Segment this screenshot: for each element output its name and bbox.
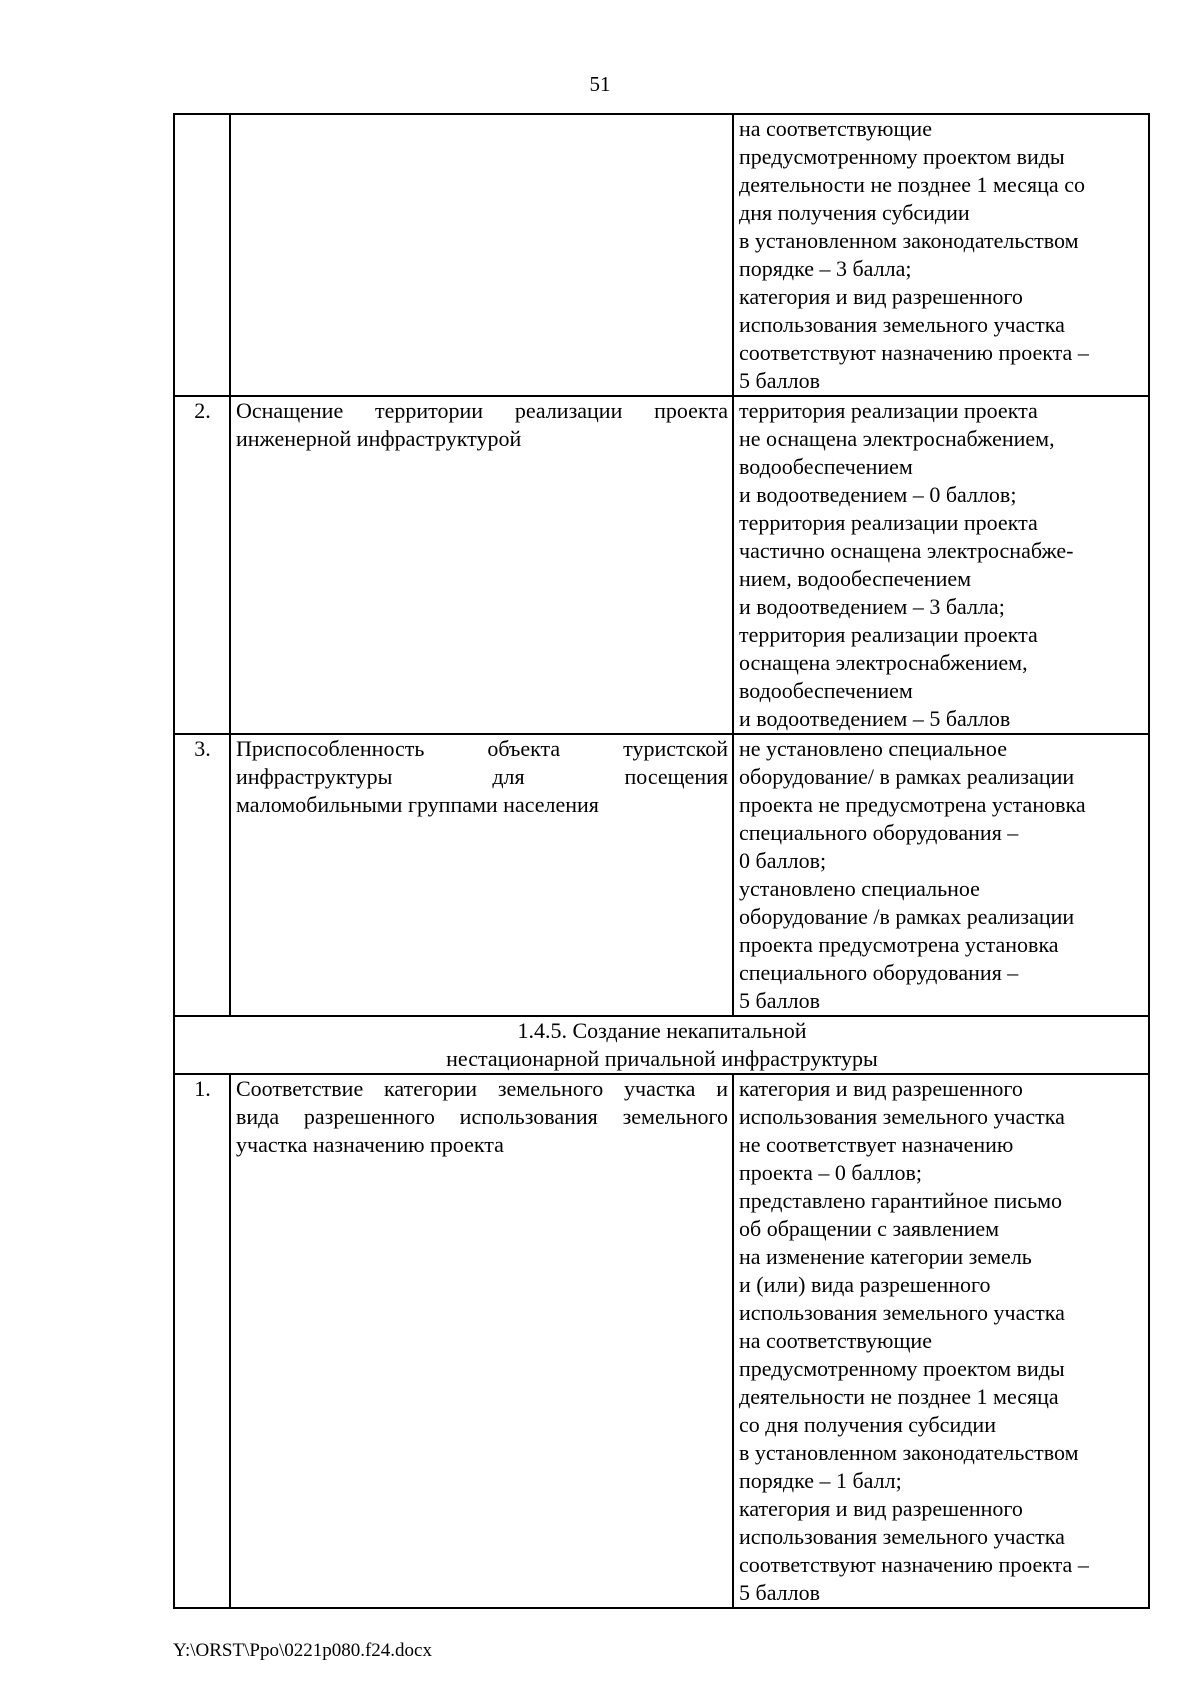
criterion-line: инженерной инфраструктурой [236, 426, 522, 451]
page-number: 51 [589, 72, 611, 96]
score-cell [733, 1074, 1149, 1608]
score-line: деятельности не позднее 1 месяца со [739, 172, 1085, 197]
criterion-line: участка назначению проекта [236, 1132, 504, 1157]
row-number [174, 114, 230, 396]
score-line: 5 баллов [739, 988, 820, 1013]
score-cell [733, 396, 1149, 734]
score-line: на соответствующие [739, 1328, 932, 1353]
score-line: проекта не предусмотрена установка [739, 792, 1086, 817]
criterion-line: маломобильными группами населения [236, 792, 599, 817]
section-heading [174, 1016, 1149, 1074]
score-line: 0 баллов; [739, 848, 827, 873]
score-line: предусмотренному проектом виды [739, 144, 1065, 169]
score-line: частично оснащена электроснабже- [739, 538, 1074, 563]
score-line: использования земельного участка [739, 1300, 1065, 1325]
file-path-footer: Y:\ORST\Ppo\0221p080.f24.docx [173, 1640, 432, 1661]
score-line: деятельности не позднее 1 месяца [739, 1384, 1059, 1409]
score-line: соответствуют назначению проекта – [739, 340, 1089, 365]
score-line: предусмотренному проектом виды [739, 1356, 1065, 1381]
criteria-table [173, 113, 1150, 1609]
score-line: не оснащена электроснабжением, [739, 426, 1055, 451]
score-line: не установлено специальное [739, 736, 1007, 761]
table-row [174, 114, 1149, 396]
score-line: категория и вид разрешенного [739, 1496, 1023, 1521]
score-line: порядке – 3 балла; [739, 256, 912, 281]
criterion-line: Приспособленность объекта туристской [236, 736, 728, 761]
criterion-cell [230, 396, 733, 734]
score-line: не соответствует назначению [739, 1132, 1014, 1157]
score-line: территория реализации проекта [739, 510, 1038, 535]
score-line: проекта – 0 баллов; [739, 1160, 922, 1185]
section-heading-line: 1.4.5. Создание некапитальной [517, 1018, 807, 1043]
score-line: 5 баллов [739, 1580, 820, 1605]
score-line: оборудование/ в рамках реализации [739, 764, 1075, 789]
score-line: водообеспечением [739, 678, 913, 703]
score-line: на изменение категории земель [739, 1244, 1032, 1269]
score-cell [733, 114, 1149, 396]
score-line: территория реализации проекта [739, 622, 1038, 647]
score-line: дня получения субсидии [739, 200, 970, 225]
score-line: в установленном законодательством [739, 1440, 1079, 1465]
criterion-line: вида разрешенного использования земельного [236, 1104, 728, 1129]
table-row [174, 734, 1149, 1016]
score-line: категория и вид разрешенного [739, 284, 1023, 309]
score-line: установлено специальное [739, 876, 980, 901]
score-line: и водоотведением – 5 баллов [739, 706, 1011, 731]
score-line: со дня получения субсидии [739, 1412, 996, 1437]
score-line: и водоотведением – 0 баллов; [739, 482, 1017, 507]
score-line: об обращении с заявлением [739, 1216, 1000, 1241]
score-line: специального оборудования – [739, 960, 1019, 985]
table-row [174, 1074, 1149, 1608]
score-line: специального оборудования – [739, 820, 1019, 845]
score-line: использования земельного участка [739, 1524, 1065, 1549]
criterion-line: Соответствие категории земельного участка и [236, 1076, 728, 1101]
score-line: и водоотведением – 3 балла; [739, 594, 1005, 619]
score-line: порядке – 1 балл; [739, 1468, 902, 1493]
score-line: представлено гарантийное письмо [739, 1188, 1063, 1213]
score-line: на соответствующие [739, 116, 932, 141]
criterion-cell [230, 734, 733, 1016]
score-line: водообеспечением [739, 454, 913, 479]
score-line: использования земельного участка [739, 1104, 1065, 1129]
score-line: нием, водообеспечением [739, 566, 972, 591]
section-heading-line: нестационарной причальной инфраструктуры [446, 1046, 878, 1071]
section-row [174, 1016, 1149, 1074]
row-number: 1. [174, 1074, 230, 1608]
score-line: в установленном законодательством [739, 228, 1079, 253]
table-row [174, 396, 1149, 734]
score-line: использования земельного участка [739, 312, 1065, 337]
score-cell [733, 734, 1149, 1016]
score-line: территория реализации проекта [739, 398, 1038, 423]
score-line: оборудование /в рамках реализации [739, 904, 1075, 929]
score-line: категория и вид разрешенного [739, 1076, 1023, 1101]
score-line: проекта предусмотрена установка [739, 932, 1059, 957]
row-number: 3. [174, 734, 230, 1016]
criterion-line: Оснащение территории реализации проекта [236, 398, 728, 423]
criterion-cell [230, 114, 733, 396]
score-line: и (или) вида разрешенного [739, 1272, 991, 1297]
row-number: 2. [174, 396, 230, 734]
criterion-line: инфраструктуры для посещения [236, 764, 728, 789]
score-line: соответствуют назначению проекта – [739, 1552, 1089, 1577]
score-line: оснащена электроснабжением, [739, 650, 1028, 675]
score-line: 5 баллов [739, 368, 820, 393]
criterion-cell [230, 1074, 733, 1608]
